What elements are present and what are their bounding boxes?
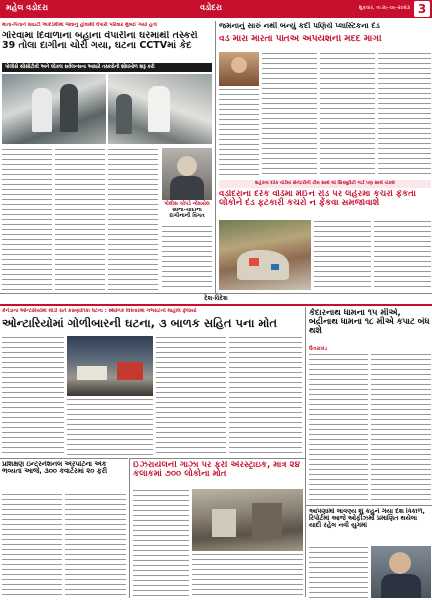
top-right-headline-1: જમનાનું સારું નથી બન્યું કદી પણિયે પ્લાસ્ટિકના દંડ — [219, 22, 380, 30]
bottom-center-col-1 — [133, 489, 189, 598]
top-left-col-3 — [108, 148, 158, 290]
rule-bottom-left — [0, 458, 128, 459]
garbage-photo — [219, 220, 311, 290]
suspect-photo — [162, 148, 212, 200]
date-line: શુક્રવાર, તા.૨૯-૦૯-૨૦૨૩ — [358, 5, 410, 11]
column-divider-mid — [305, 307, 306, 597]
rule-bottom-right — [306, 505, 432, 506]
bottom-right-col-1 — [309, 546, 368, 598]
top-right-col-2 — [262, 52, 317, 178]
top-left-col-2 — [55, 148, 105, 290]
top-right-col-5 — [314, 220, 371, 290]
mid-col-2 — [67, 398, 153, 456]
section-center: વડોદરા — [200, 3, 222, 12]
mid-right-sub: ઉત્તરાખંડ — [309, 346, 328, 352]
column-divider-bottom — [129, 458, 130, 598]
bottom-left-col-2 — [65, 493, 126, 598]
cctv-photo-2 — [108, 74, 212, 144]
rule-below-band — [0, 304, 432, 306]
woman-photo — [219, 52, 259, 86]
shooting-photo — [67, 336, 153, 396]
bottom-center-col-2 — [192, 553, 303, 598]
mid-col-4 — [229, 336, 302, 456]
inset-title: સોના-ચાંદીના દાગીનાની વિગત — [169, 208, 205, 219]
section-left: મહેલ વડોદરા — [6, 3, 49, 12]
top-left-headline: ગોરવામાં દિવાળાના બહાના વેપારીના ઘરમાંથી તસ્કરો 39 તોલા દાગીના ચોરી ગયા, ઘટના CCTVમાં કેદ — [2, 31, 198, 52]
top-right-headline-3: વડોદરાના દરેક વોર્ડમાં મેઈન રોડ પર લહેરમાં કચરો ફેંકતા લોકોને દંડ ફટકારી કચરો ન ફેંકવા સમજાવાશે — [219, 190, 416, 209]
mid-headline: ઓન્ટારિયોમાં ગોળીબારની ઘટના, ૩ બાળક સહિત પના મોત — [2, 317, 278, 330]
bottom-center-headline: ઈઝરાયેલની ગાઝા પર ફરી એરસ્ટ્રાઇક, માત્ર ૨૪ કલાકમાં ૭૦૦ લોકોના મોત — [133, 461, 301, 480]
top-right-band: શહેરના દરેક વોર્ડમાં સેનેટરીની ટીમ સાથે લો સિક્યુરિટી ગાર્ડ પણ સાથે ચેકશે — [219, 180, 431, 188]
top-left-deck: પોલીસે સીસીટીવી અને લોકલ સર્વેલન્સના આધારે તસ્કરોની શોધખોળ શરૂ કરી — [2, 63, 212, 72]
column-divider-top — [215, 21, 216, 293]
mid-right-col-2 — [371, 353, 431, 503]
bottom-left-headline: પ્રશિક્ષણ ઇન્ટરનેશનલ એરપોર્ટના એક ભવ્યતા આજે, ૩૦૦ કવાર્ટરમાં ૨૦ ફરી — [2, 461, 108, 476]
rule-bottom-center — [130, 458, 305, 459]
mid-right-col-1 — [309, 353, 368, 503]
bottom-right-photo — [371, 546, 431, 598]
mid-right-headline: કેદારનાથ ધામના ૧૫ મીએ, બદ્રીનાથ ધામના ૧૮ મીએ કપાટ બંધ થશે — [309, 308, 430, 336]
top-right-col-6 — [374, 220, 431, 290]
suspect-photo-caption: પોલીસ ચોપડે નોંધાયેલ — [164, 201, 210, 207]
mid-kicker: કેનેડાના ઓન્ટારિયોમાં મોડી રાતે કરુણાંતિકા ઘટના : સ્થાનિક વિસ્તારમાં ગભરાટનો માહોલ ફેલાયો — [2, 308, 197, 314]
section-band: દેશ-વિદેશ — [204, 295, 228, 302]
top-right-col-4 — [378, 52, 431, 178]
top-right-headline-2: વડે મારા મારતા પતિએ અપયશની મદદ માંગી — [219, 35, 382, 44]
mid-col-3 — [156, 336, 226, 456]
mid-col-1 — [2, 336, 64, 456]
top-right-col-1 — [219, 88, 259, 178]
gaza-photo — [192, 489, 303, 551]
bottom-right-headline: આપણામાં લાવણ્ય શું કહુને ગયા દેશ ત્રિકાળ, રિપોર્ટમાં આજે ઓફીઝમાં પ્રમાણિત થયેલા યાદી રહેલ નવી યુગમાં — [309, 508, 425, 529]
page-header — [0, 0, 432, 18]
top-left-col-1 — [2, 148, 52, 290]
bottom-left-col-1 — [2, 493, 62, 598]
cctv-photo-1 — [2, 74, 106, 144]
top-left-kicker: માતા-પિતાને સાઇટી અકેડેમીમાં જવાનું હોવાથી વેપારી પરિવાર મુંબઈ ગયો હતો — [2, 22, 157, 28]
inset-list — [162, 225, 212, 290]
page-number: 3 — [414, 1, 430, 17]
top-right-col-3 — [320, 52, 375, 178]
